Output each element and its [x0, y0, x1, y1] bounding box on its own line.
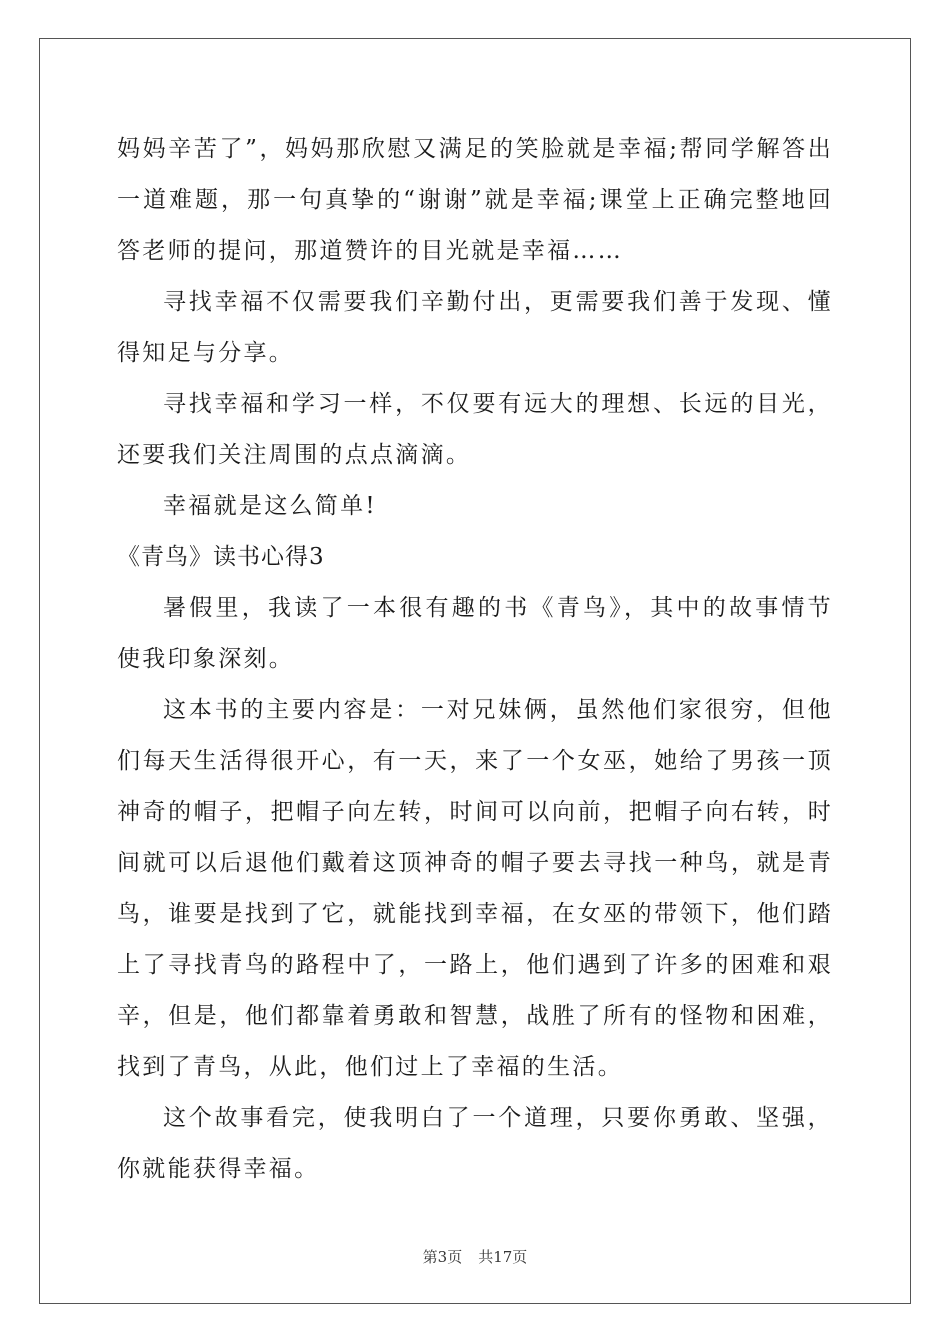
page-footer [0, 1246, 950, 1267]
section-heading: 《青鸟》读书心得3 [117, 544, 325, 570]
paragraph-2: 寻找幸福不仅需要我们辛勤付出，更需要我们善于发现、懂得知足与分享。 [117, 289, 833, 366]
document-body [117, 124, 833, 1195]
paragraph-1: 妈妈辛苦了”，妈妈那欣慰又满足的笑脸就是幸福;帮同学解答出一道难题，那一句真挚的“谢谢”就是幸福;课堂上正确完整地回答老师的提问，那道赞许的目光就是幸福…… [117, 136, 833, 264]
section-paragraph-2: 这本书的主要内容是：一对兄妹俩，虽然他们家很穷，但他们每天生活得很开心，有一天，来了一个女巫，她给了男孩一顶神奇的帽子，把帽子向左转，时间可以向前，把帽子向右转，时间就可以后退他们戴着这顶神奇的帽子要去寻找一种鸟，就是青鸟，谁要是找到了它，就能找到幸福，在女巫的带领下，他们踏上了寻找青鸟的路程中了，一路上，他们遇到了许多的困难和艰辛，但是，他们都靠着勇敢和智慧，战胜了所有的怪物和困难，找到了青鸟，从此，他们过上了幸福的生活。 [117, 697, 833, 1080]
section-paragraph-1: 暑假里，我读了一本很有趣的书《青鸟》，其中的故事情节使我印象深刻。 [117, 595, 833, 672]
page-total: 共17页 [478, 1248, 528, 1266]
section-paragraph-3: 这个故事看完，使我明白了一个道理，只要你勇敢、坚强，你就能获得幸福。 [117, 1105, 833, 1182]
paragraph-4: 幸福就是这么简单! [163, 493, 377, 519]
page-number: 第3页 [422, 1248, 463, 1266]
paragraph-3: 寻找幸福和学习一样，不仅要有远大的理想、长远的目光，还要我们关注周围的点点滴滴。 [117, 391, 833, 468]
